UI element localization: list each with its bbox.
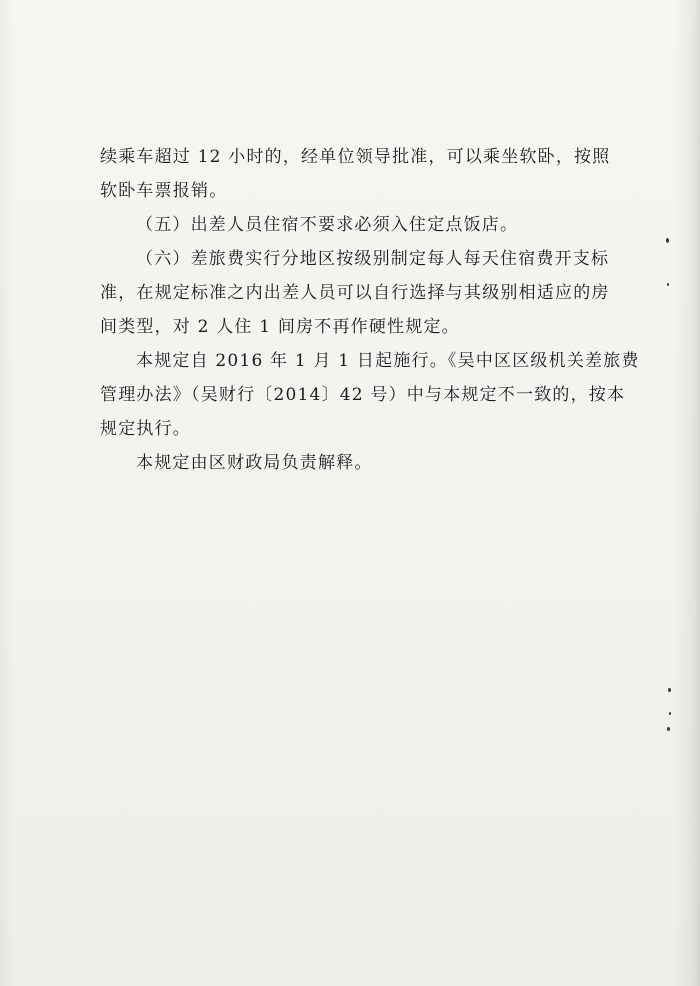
scan-edge-right	[674, 0, 700, 986]
scan-edge-left	[0, 0, 14, 986]
scan-speck	[668, 688, 671, 692]
clause-five: （五）出差人员住宿不要求必须入住定点饭店。	[136, 215, 519, 235]
scan-speck	[667, 283, 669, 286]
effective-date-line-3: 规定执行。	[100, 419, 191, 439]
clause-six-line-2: 准，在规定标准之内出差人员可以自行选择与其级别相适应的房	[100, 283, 610, 303]
effective-date-line-2: 管理办法》（吴财行〔2014〕42 号）中与本规定不一致的，按本	[100, 385, 626, 405]
scan-speck	[667, 727, 670, 731]
scan-speck	[666, 238, 669, 243]
body-line-2: 软卧车票报销。	[100, 181, 228, 201]
clause-six-line-1: （六）差旅费实行分地区按级别制定每人每天住宿费开支标	[136, 249, 610, 269]
document-body	[100, 140, 640, 480]
clause-six-line-3: 间类型，对 2 人住 1 间房不再作硬性规定。	[100, 317, 460, 337]
interpretation-line: 本规定由区财政局负责解释。	[136, 453, 373, 473]
body-line-1: 续乘车超过 12 小时的，经单位领导批准，可以乘坐软卧，按照	[100, 147, 611, 167]
effective-date-line-1: 本规定自 2016 年 1 月 1 日起施行。《吴中区区级机关差旅费	[136, 351, 640, 371]
scan-speck	[669, 712, 671, 715]
